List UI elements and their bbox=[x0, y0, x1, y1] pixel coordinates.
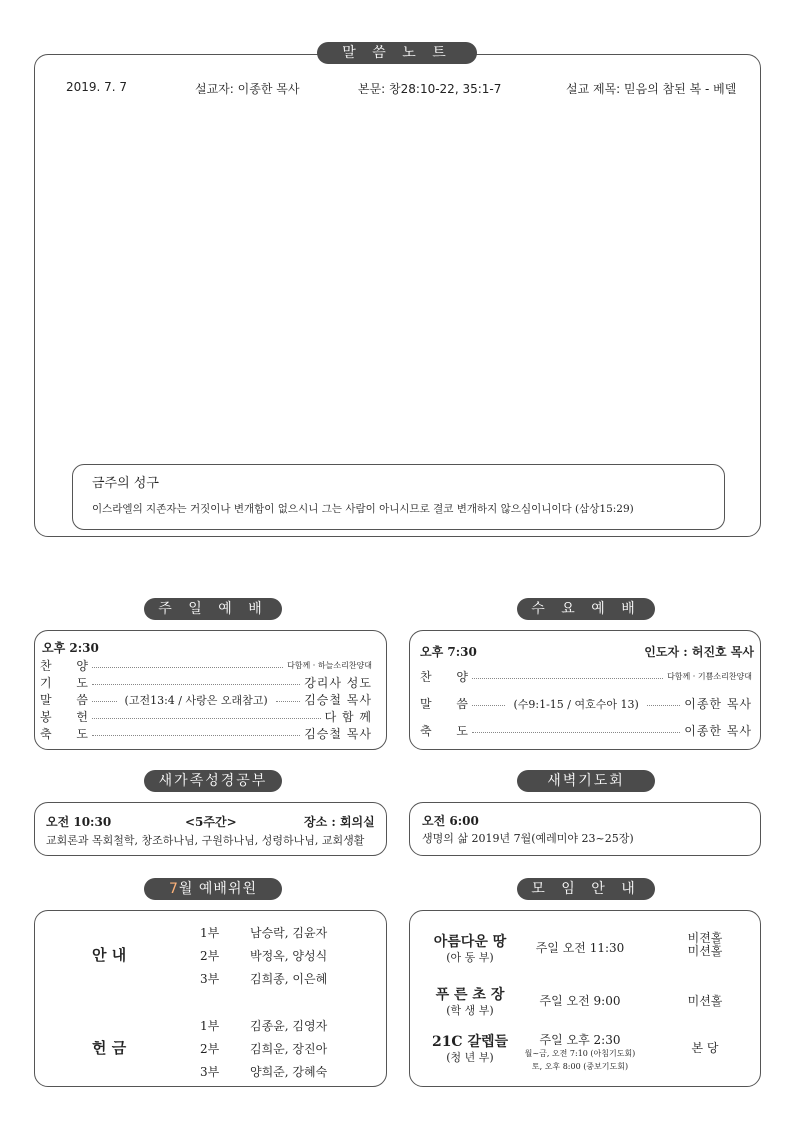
leader-dots bbox=[472, 732, 680, 733]
committee-month: 7 bbox=[169, 881, 179, 897]
dawn-prayer-box bbox=[409, 802, 761, 856]
sermon-title: 설교 제목: 믿음의 참된 복 - 베델 bbox=[566, 82, 737, 96]
program-value: 이종한 목사 bbox=[684, 724, 752, 738]
meeting-extra-time: 토, 오후 8:00 (중보기도회) bbox=[531, 1062, 629, 1071]
dawn-prayer-desc: 생명의 삶 2019년 7월(예레미야 23~25장) bbox=[422, 832, 634, 845]
leader-dots bbox=[92, 667, 283, 668]
program-label bbox=[420, 695, 468, 712]
committee-people: 박정옥, 양성식 bbox=[250, 949, 328, 963]
committee-title-text: 월 예배위원 bbox=[178, 881, 257, 897]
sunday-time: 오후 2:30 bbox=[42, 641, 99, 655]
leader-dots bbox=[92, 684, 300, 685]
verse-heading: 금주의 성구 bbox=[92, 476, 159, 491]
program-label-char: 도 bbox=[76, 676, 88, 690]
committee-group-name: 안 내 bbox=[92, 946, 127, 964]
committee-group-name: 헌 금 bbox=[92, 1039, 127, 1057]
program-label bbox=[40, 691, 88, 708]
program-row bbox=[40, 691, 372, 708]
leader-dots bbox=[472, 705, 505, 706]
meeting-time: 주일 오후 2:30 bbox=[539, 1033, 621, 1047]
program-row bbox=[40, 708, 372, 725]
leader-dots bbox=[92, 718, 321, 719]
sunday-service-title: 주 일 예 배 bbox=[144, 598, 282, 620]
program-row bbox=[420, 722, 752, 739]
meeting-extra-time: 월~금, 오전 7:10 (아침기도회) bbox=[524, 1049, 636, 1058]
meeting-place: 미션홀 bbox=[687, 944, 723, 958]
program-row bbox=[420, 668, 752, 685]
wednesday-leader: 인도자 : 허진호 목사 bbox=[644, 645, 754, 659]
meeting-name: 21C 갈렙들 bbox=[431, 1034, 509, 1050]
leader-dots bbox=[92, 701, 117, 702]
sermon-scripture: 본문: 창28:10-22, 35:1-7 bbox=[358, 82, 502, 96]
committee-people: 양희준, 강혜숙 bbox=[250, 1065, 328, 1079]
sermon-date: 2019. 7. 7 bbox=[66, 80, 128, 94]
program-value: 김승철 목사 bbox=[304, 693, 372, 707]
leader-dots bbox=[647, 705, 680, 706]
verse-text: 이스라엘의 지존자는 거짓이나 변개함이 없으시니 그는 사람이 아니시므로 결코 변개하지 않으심이니이다 (삼상15:29) bbox=[92, 503, 634, 515]
program-label bbox=[40, 708, 88, 725]
program-label-char: 축 bbox=[40, 727, 52, 741]
sermon-preacher: 설교자: 이종한 목사 bbox=[195, 82, 300, 96]
program-row bbox=[40, 674, 372, 691]
program-label-char: 양 bbox=[76, 659, 88, 673]
dawn-prayer-time: 오전 6:00 bbox=[422, 814, 479, 828]
committee-part: 2부 bbox=[200, 949, 220, 963]
dawn-prayer-title: 새벽기도회 bbox=[517, 770, 655, 792]
program-label-char: 기 bbox=[40, 676, 52, 690]
program-label-char: 도 bbox=[76, 727, 88, 741]
leader-dots bbox=[276, 701, 301, 702]
program-label-char: 찬 bbox=[420, 670, 432, 684]
program-label bbox=[40, 674, 88, 691]
committee-people: 김종윤, 김영자 bbox=[250, 1019, 328, 1033]
meetings-title: 모 임 안 내 bbox=[517, 878, 655, 900]
verse-box bbox=[72, 464, 725, 530]
committee-part: 1부 bbox=[200, 1019, 220, 1033]
program-label-char: 양 bbox=[456, 670, 468, 684]
program-label-char: 씀 bbox=[456, 697, 468, 711]
program-value: 김승철 목사 bbox=[304, 727, 372, 741]
program-label bbox=[420, 722, 468, 739]
program-label-char: 헌 bbox=[76, 710, 88, 724]
committee-title bbox=[144, 878, 282, 900]
program-value: 다 함 께 bbox=[324, 710, 372, 724]
family-study-topics: 교회론과 목회철학, 창조하나님, 구원하나님, 성령하나님, 교회생활 bbox=[46, 834, 365, 847]
family-study-place: 장소 : 회의실 bbox=[304, 815, 375, 829]
program-label-char: 씀 bbox=[76, 693, 88, 707]
committee-people: 김희운, 장진아 bbox=[250, 1042, 328, 1056]
family-study-time: 오전 10:30 bbox=[46, 815, 112, 829]
program-label-char: 찬 bbox=[40, 659, 52, 673]
program-value: 다함께 · 하늘소리찬양대 bbox=[287, 661, 372, 670]
meeting-name: 아름다운 땅 bbox=[433, 934, 507, 950]
program-label bbox=[40, 725, 88, 742]
program-label-char: 말 bbox=[420, 697, 432, 711]
program-label-char: 말 bbox=[40, 693, 52, 707]
program-row bbox=[40, 725, 372, 742]
committee-part: 3부 bbox=[200, 972, 220, 986]
program-label-char: 봉 bbox=[40, 710, 52, 724]
meeting-time: 주일 오전 11:30 bbox=[535, 941, 625, 955]
program-value: 다함께 · 기쁨소리찬양대 bbox=[667, 672, 752, 681]
program-scripture: (고전13:4 / 사랑은 오래참고) bbox=[121, 692, 272, 708]
program-value: 강리사 성도 bbox=[304, 676, 372, 690]
wednesday-time: 오후 7:30 bbox=[420, 645, 477, 659]
committee-people: 김희종, 이은혜 bbox=[250, 972, 328, 986]
program-label-char: 축 bbox=[420, 724, 432, 738]
meeting-place: 비젼홀 bbox=[687, 931, 723, 945]
program-label-char: 도 bbox=[456, 724, 468, 738]
meeting-time: 주일 오전 9:00 bbox=[539, 994, 621, 1008]
committee-part: 3부 bbox=[200, 1065, 220, 1079]
program-label bbox=[40, 657, 88, 674]
committee-part: 2부 bbox=[200, 1042, 220, 1056]
family-study-title: 새가족성경공부 bbox=[144, 770, 282, 792]
meeting-department: (학 생 부) bbox=[446, 1004, 494, 1017]
meeting-place: 미션홀 bbox=[687, 994, 723, 1008]
meeting-name: 푸 른 초 장 bbox=[435, 987, 505, 1003]
leader-dots bbox=[92, 735, 300, 736]
committee-people: 남승락, 김윤자 bbox=[250, 926, 328, 940]
wednesday-service-title: 수 요 예 배 bbox=[517, 598, 655, 620]
program-scripture: (수9:1-15 / 여호수아 13) bbox=[509, 696, 642, 712]
program-label bbox=[420, 668, 468, 685]
meeting-department: (청 년 부) bbox=[446, 1051, 494, 1064]
leader-dots bbox=[472, 678, 663, 679]
meeting-department: (아 동 부) bbox=[446, 951, 494, 964]
meeting-place: 본 당 bbox=[691, 1041, 719, 1055]
family-study-duration: <5주간> bbox=[185, 815, 237, 829]
program-value: 이종한 목사 bbox=[684, 697, 753, 711]
committee-part: 1부 bbox=[200, 926, 220, 940]
sermon-note-title: 말 씀 노 트 bbox=[317, 42, 477, 64]
program-row bbox=[40, 657, 372, 674]
program-row bbox=[420, 695, 752, 712]
